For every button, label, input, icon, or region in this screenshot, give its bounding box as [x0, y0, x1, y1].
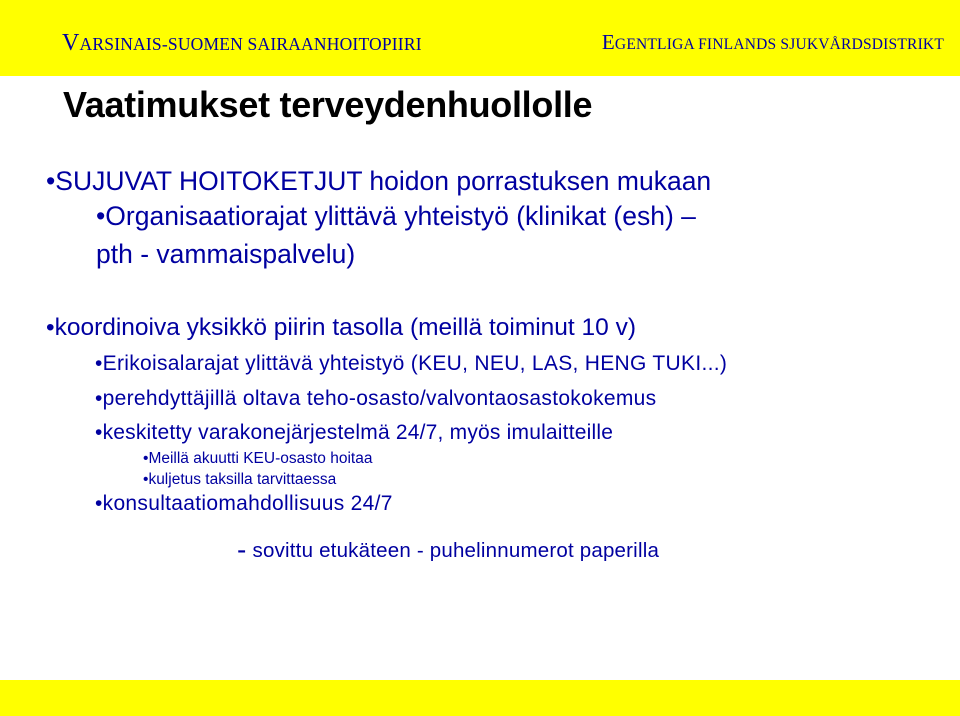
- bullet-icon: •: [95, 492, 103, 515]
- bullet-text: Erikoisalarajat ylittävä yhteistyö (KEU, NEU, LAS, HENG TUKI...): [102, 352, 728, 375]
- bullet-item-koordinoiva: [46, 314, 636, 342]
- bullet-icon: •: [143, 471, 149, 488]
- bullet-text: koordinoiva yksikkö piirin tasolla (meillä toiminut 10 v): [54, 314, 636, 341]
- sub-bullet-erikoisalarajat: [95, 352, 727, 376]
- sub-bullet-konsultaatio: [95, 492, 393, 516]
- dash-marker: -: [237, 534, 247, 565]
- header-right-organization: EGENTLIGA FINLANDS SJUKVÅRDSDISTRIKT: [601, 30, 944, 54]
- bullet-text: keskitetty varakonejärjestelmä 24/7, myös imulaitteille: [102, 421, 614, 444]
- sub-bullet-keskitetty: [95, 421, 613, 445]
- bullet-icon: •: [96, 201, 106, 231]
- bullet-item-sujuvat: [46, 166, 711, 197]
- footer-band: [0, 680, 960, 716]
- sub-sub-bullet-akuutti: [143, 450, 372, 468]
- bullet-text: SUJUVAT HOITOKETJUT hoidon porrastuksen mukaan: [55, 166, 712, 196]
- slide-title: Vaatimukset terveydenhuollolle: [63, 84, 593, 125]
- header-left-organization: VARSINAIS-SUOMEN SAIRAANHOITOPIIRI: [62, 30, 422, 56]
- bullet-icon: •: [95, 387, 103, 410]
- sub-bullet-perehdyttajilla: [95, 387, 656, 411]
- bullet-text: Organisaatiorajat ylittävä yhteistyö (klinikat (esh) –: [105, 201, 696, 231]
- bullet-text: kuljetus taksilla tarvittaessa: [148, 471, 337, 488]
- dash-text: sovittu etukäteen - puhelinnumerot paperilla: [252, 539, 660, 562]
- bullet-item-organisaatiorajat: [96, 201, 696, 232]
- bullet-item-continuation: pth - vammaispalvelu): [96, 239, 356, 269]
- bullet-icon: •: [46, 166, 56, 196]
- bullet-icon: •: [46, 314, 55, 341]
- dash-item-sovittu: [237, 534, 659, 566]
- bullet-text: konsultaatiomahdollisuus 24/7: [102, 492, 393, 515]
- bullet-text: perehdyttäjillä oltava teho-osasto/valvontaosastokokemus: [102, 387, 657, 410]
- bullet-icon: •: [143, 450, 149, 467]
- bullet-icon: •: [95, 421, 103, 444]
- sub-sub-bullet-kuljetus: [143, 471, 336, 489]
- bullet-text: Meillä akuutti KEU-osasto hoitaa: [148, 450, 373, 467]
- bullet-icon: •: [95, 352, 103, 375]
